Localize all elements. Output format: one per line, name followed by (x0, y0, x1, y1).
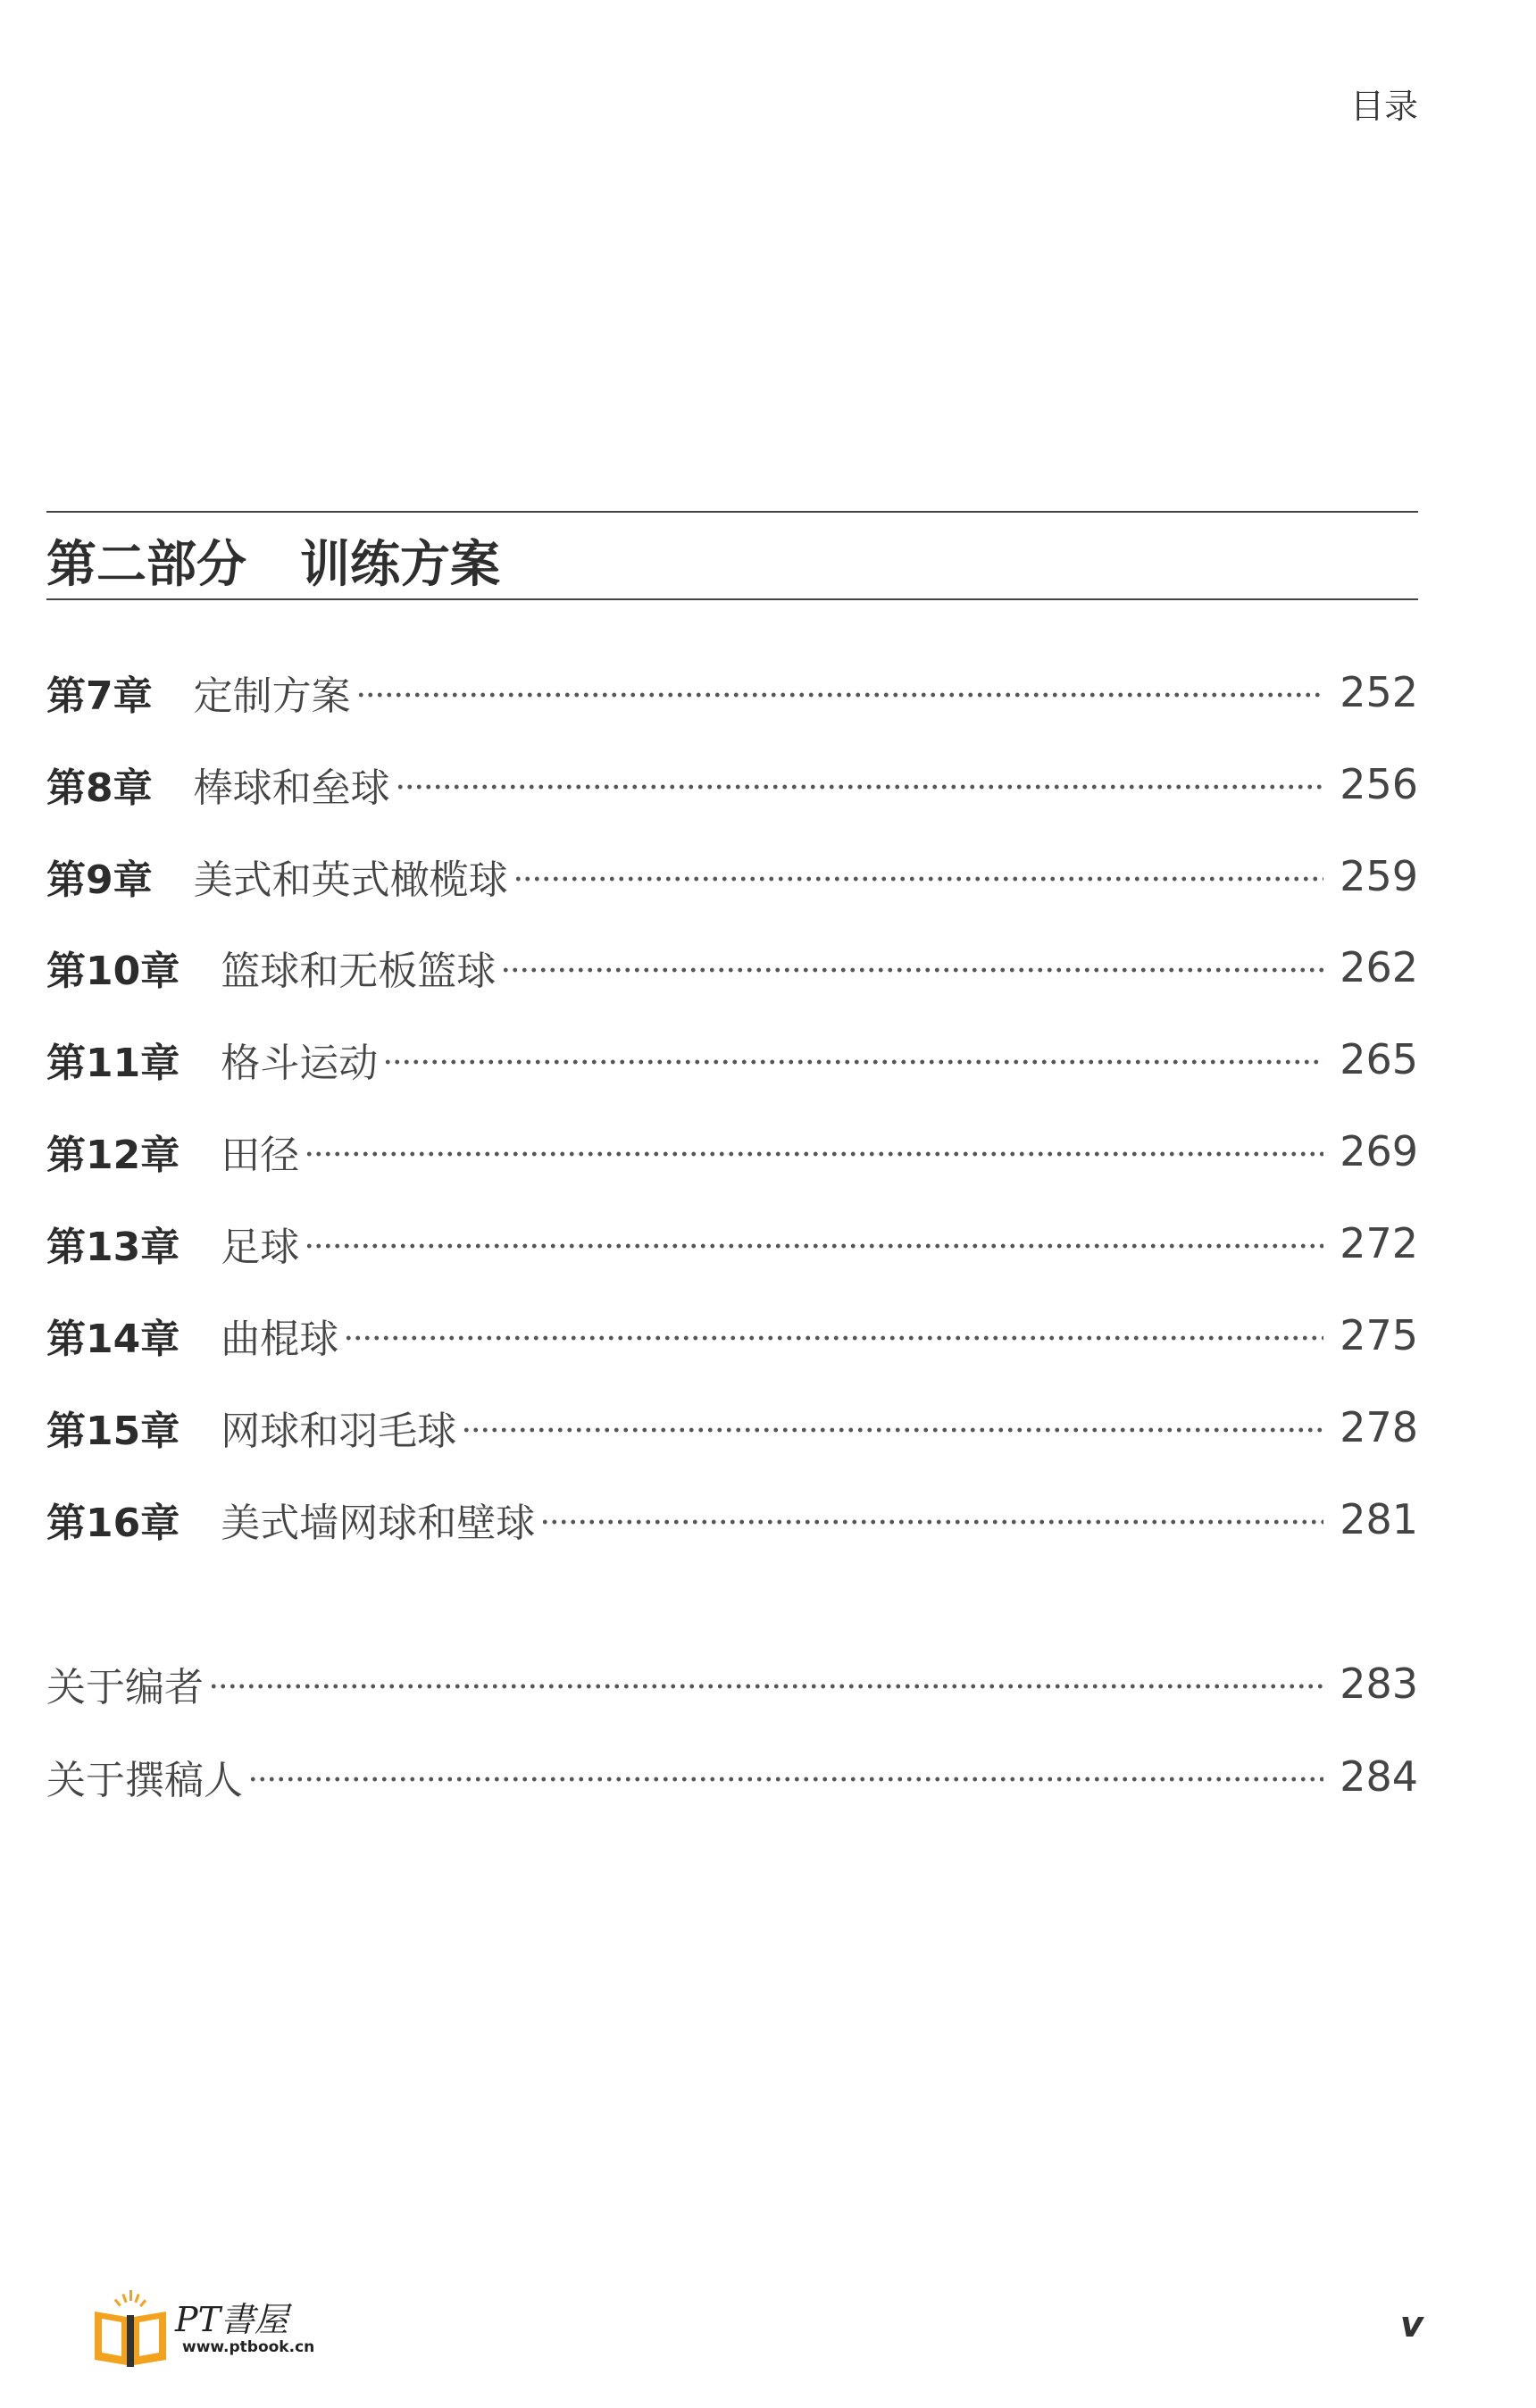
toc-entry[interactable] (46, 753, 1418, 815)
page-number: 272 (1340, 1219, 1418, 1267)
folio: v (1399, 2304, 1423, 2345)
chapter-title: 棒球和垒球 (193, 765, 390, 811)
chapter-title: 曲棍球 (221, 1317, 339, 1362)
chapter-number: 第12章 (46, 1133, 180, 1178)
part-number-label: 第二部分 (46, 536, 246, 594)
chapter-number: 第14章 (46, 1317, 180, 1362)
watermark-url: www.ptbook.cn (182, 2338, 315, 2356)
dot-leader (209, 1684, 1323, 1689)
dot-leader (344, 1335, 1323, 1341)
toc-entry[interactable] (46, 1488, 1418, 1551)
dot-leader (248, 1777, 1323, 1782)
page-number: 283 (1340, 1660, 1418, 1708)
chapter-number: 第16章 (46, 1501, 180, 1546)
chapter-title: 定制方案 (193, 673, 351, 719)
part-title-text: 训练方案 (300, 536, 500, 594)
toc-entry[interactable] (46, 661, 1418, 723)
running-head: 目录 (1349, 87, 1418, 126)
chapter-title: 格斗运动 (221, 1041, 379, 1086)
toc-entry[interactable] (46, 1396, 1418, 1459)
toc-entry[interactable] (46, 1212, 1418, 1275)
page-number: 252 (1340, 668, 1418, 716)
toc-entry-back-matter[interactable] (46, 1652, 1418, 1715)
chapter-title: 篮球和无板篮球 (221, 949, 497, 994)
dot-leader (383, 1059, 1323, 1065)
part-rule-bottom (46, 598, 1418, 600)
dot-leader (462, 1427, 1323, 1433)
chapter-number: 第10章 (46, 949, 180, 994)
chapter-number: 第8章 (46, 765, 153, 811)
chapter-number: 第11章 (46, 1041, 180, 1086)
chapter-title: 足球 (221, 1225, 300, 1270)
chapter-number: 第9章 (46, 857, 153, 903)
page-number: 281 (1340, 1495, 1418, 1543)
part-rule-top (46, 511, 1418, 513)
toc-entry[interactable] (46, 936, 1418, 999)
chapter-title: 网球和羽毛球 (221, 1409, 457, 1454)
page-number: 256 (1340, 760, 1418, 808)
chapter-title: 美式和英式橄榄球 (193, 857, 508, 903)
dot-leader (396, 784, 1324, 790)
page-number: 262 (1340, 943, 1418, 991)
part-title (46, 525, 500, 597)
back-matter-title: 关于撰稿人 (46, 1758, 243, 1803)
watermark-logo (89, 2288, 348, 2369)
page-number: 278 (1340, 1403, 1418, 1451)
toc-entry[interactable] (46, 1028, 1418, 1091)
chapter-number: 第13章 (46, 1225, 180, 1270)
dot-leader (356, 692, 1324, 698)
page-number: 269 (1340, 1127, 1418, 1175)
chapter-number: 第7章 (46, 673, 153, 719)
dot-leader (305, 1151, 1323, 1157)
page-number: 275 (1340, 1311, 1418, 1359)
page-number: 284 (1340, 1752, 1418, 1801)
toc-entry-back-matter[interactable] (46, 1745, 1418, 1808)
chapter-title: 美式墙网球和壁球 (221, 1501, 536, 1546)
toc-entry[interactable] (46, 1120, 1418, 1183)
open-book-icon (89, 2288, 171, 2369)
dot-leader (513, 876, 1324, 882)
dot-leader (305, 1243, 1323, 1249)
dot-leader (501, 967, 1323, 973)
page-number: 265 (1340, 1035, 1418, 1083)
toc-entry[interactable] (46, 1304, 1418, 1367)
chapter-number: 第15章 (46, 1409, 180, 1454)
watermark-name: PT書屋 (175, 2300, 288, 2339)
toc-entry[interactable] (46, 845, 1418, 907)
page-number: 259 (1340, 852, 1418, 900)
chapter-title: 田径 (221, 1133, 300, 1178)
back-matter-title: 关于编者 (46, 1665, 204, 1710)
dot-leader (540, 1519, 1323, 1525)
